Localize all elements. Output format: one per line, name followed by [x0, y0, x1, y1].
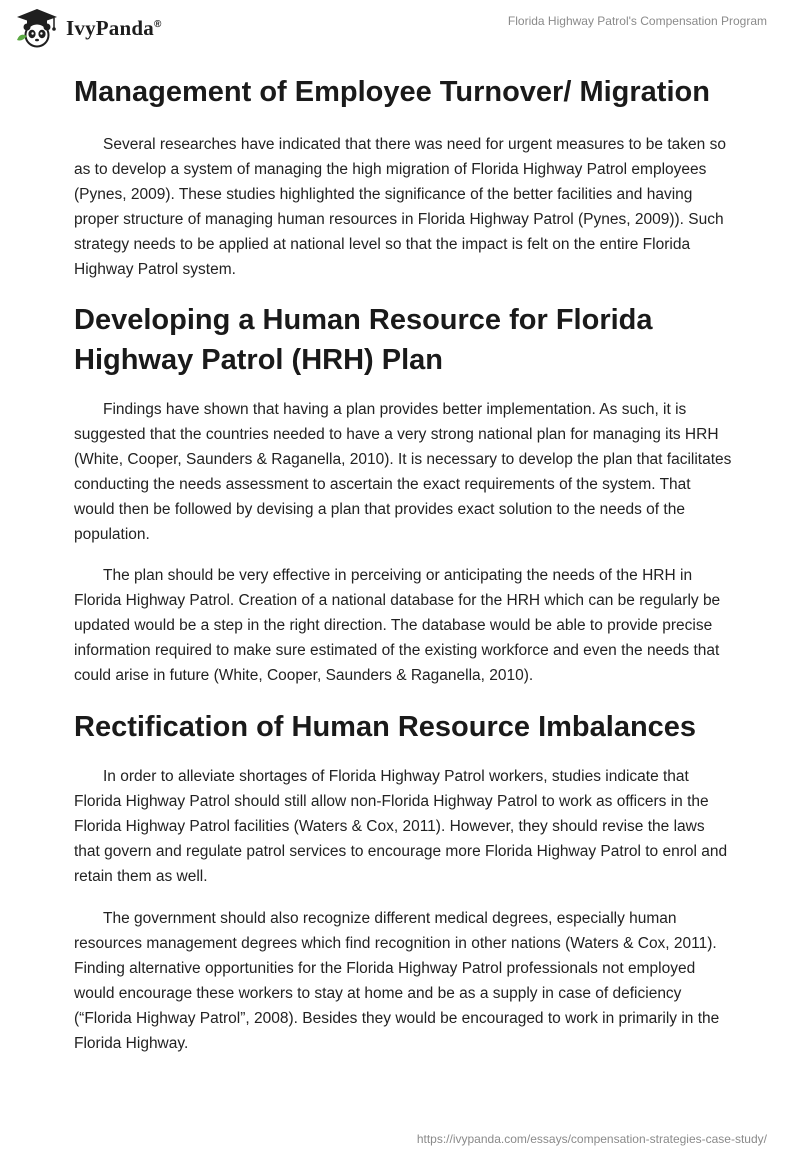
panda-graduate-icon [14, 8, 60, 48]
paragraph: In order to alleviate shortages of Florida Highway Patrol workers, studies indicate that Florida Highway Patrol should still allow non-Florida Highway Patrol to work as officers in the Florida Highway Patrol facilities (Waters & Cox, 2011). However, they should revise the laws that govern and regulate patrol services to encourage more Florida Highway Patrol to enrol and retain them as well. [74, 768, 728, 885]
document-title: Florida Highway Patrol's Compensation Program [507, 14, 767, 28]
source-url-link[interactable]: https://ivypanda.com/essays/compensation-strategies-case-study/ [416, 1132, 767, 1146]
ivypanda-logo[interactable] [14, 8, 162, 48]
section-heading-hrh-plan: Developing a Human Resource for Florida Highway Patrol (HRH) Plan [74, 304, 653, 376]
logo-wordmark: IvyPanda® [66, 15, 162, 40]
paragraph: Several researches have indicated that there was need for urgent measures to be taken so as to develop a system of managing the high migration of Florida Highway Patrol employees (Pynes, 2009). These studies highlighted the significance of the better facilities and having proper structure of managing human resources in Florida Highway Patrol (Pynes, 2009)). Such strategy needs to be applied at national level so that the impact is felt on the entire Florida Highway Patrol system. [74, 136, 726, 278]
essay-body [74, 72, 734, 1056]
registered-mark: ® [153, 18, 162, 30]
paragraph: Findings have shown that having a plan provides better implementation. As such, it is suggested that the countries needed to have a very strong national plan for managing its HRH (White, Cooper, Saunders & Raganella, 2010). It is necessary to develop the plan that facilitates conducting the needs assessment to ascertain the exact requirements of the system. That would then be followed by devising a plan that provides exact solution to the needs of the population. [74, 401, 732, 543]
section-heading-turnover: Management of Employee Turnover/ Migration [74, 76, 710, 108]
section-heading-imbalances: Rectification of Human Resource Imbalances [74, 711, 697, 743]
page-header [0, 0, 800, 60]
paragraph: The plan should be very effective in perceiving or anticipating the needs of the HRH in Florida Highway Patrol. Creation of a national database for the HRH which can be regularly be updated would be a step in the right direction. The database would be able to provide precise information required to make sure estimated of the existing workforce and even the needs that could arise in future (White, Cooper, Saunders & Raganella, 2010). [74, 567, 721, 684]
paragraph: The government should also recognize different medical degrees, especially human resources management degrees which find recognition in other nations (Waters & Cox, 2011). Finding alternative opportunities for the Florida Highway Patrol professionals not employed would encourage these workers to stay at home and be as a supply in case of deficiency (“Florida Highway Patrol”, 2008). Besides they would be encouraged to work in primarily in the Florida Highway. [74, 910, 720, 1052]
